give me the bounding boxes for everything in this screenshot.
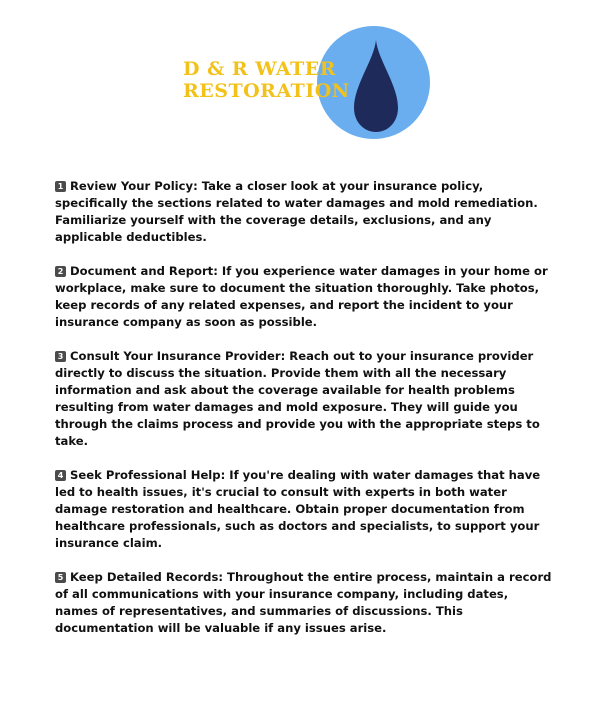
water-drop-icon [354, 40, 398, 132]
list-item-text: Document and Report: If you experience water damages in your home or workplace, make sure to document the situation thoroughly. Take photos, keep records of any related expenses, and report the incident to your insurance company as soon as possible. [55, 264, 548, 329]
number-badge-icon: 2 [55, 266, 66, 277]
list-item-text: Review Your Policy: Take a closer look at your insurance policy, specifically the sections related to water damages and mold remediation. Familiarize yourself with the coverage details, exclusions, and any applicable deductibles. [55, 179, 538, 244]
number-badge-icon: 3 [55, 351, 66, 362]
number-badge-icon: 4 [55, 470, 66, 481]
company-logo [180, 26, 432, 140]
number-badge-icon: 1 [55, 181, 66, 192]
list-item-text: Consult Your Insurance Provider: Reach out to your insurance provider directly to discuss the situation. Provide them with all the necessary information and ask about the coverage available for health problems resulting from water damages and mold exposure. They will guide you through the claims process and provide you with the appropriate steps to take. [55, 349, 540, 448]
logo-line-1: D & R WATER [183, 58, 337, 80]
list-item [55, 178, 555, 246]
number-badge-icon: 5 [55, 572, 66, 583]
list-item [55, 467, 555, 552]
list-item-text: Seek Professional Help: If you're dealing with water damages that have led to health issues, it's crucial to consult with experts in both water damage restoration and healthcare. Obtain proper documentation from healthcare professionals, such as doctors and specialists, to support your insurance claim. [55, 468, 541, 550]
list-item-text: Keep Detailed Records: Throughout the entire process, maintain a record of all communications with your insurance company, including dates, names of representatives, and summaries of discussions. This documentation will be valuable if any issues arise. [55, 570, 552, 635]
list-item [55, 569, 555, 637]
list-item [55, 348, 555, 450]
logo-text [183, 58, 350, 102]
document-body [55, 178, 555, 654]
logo-line-2: RESTORATION [183, 80, 350, 102]
list-item [55, 263, 555, 331]
